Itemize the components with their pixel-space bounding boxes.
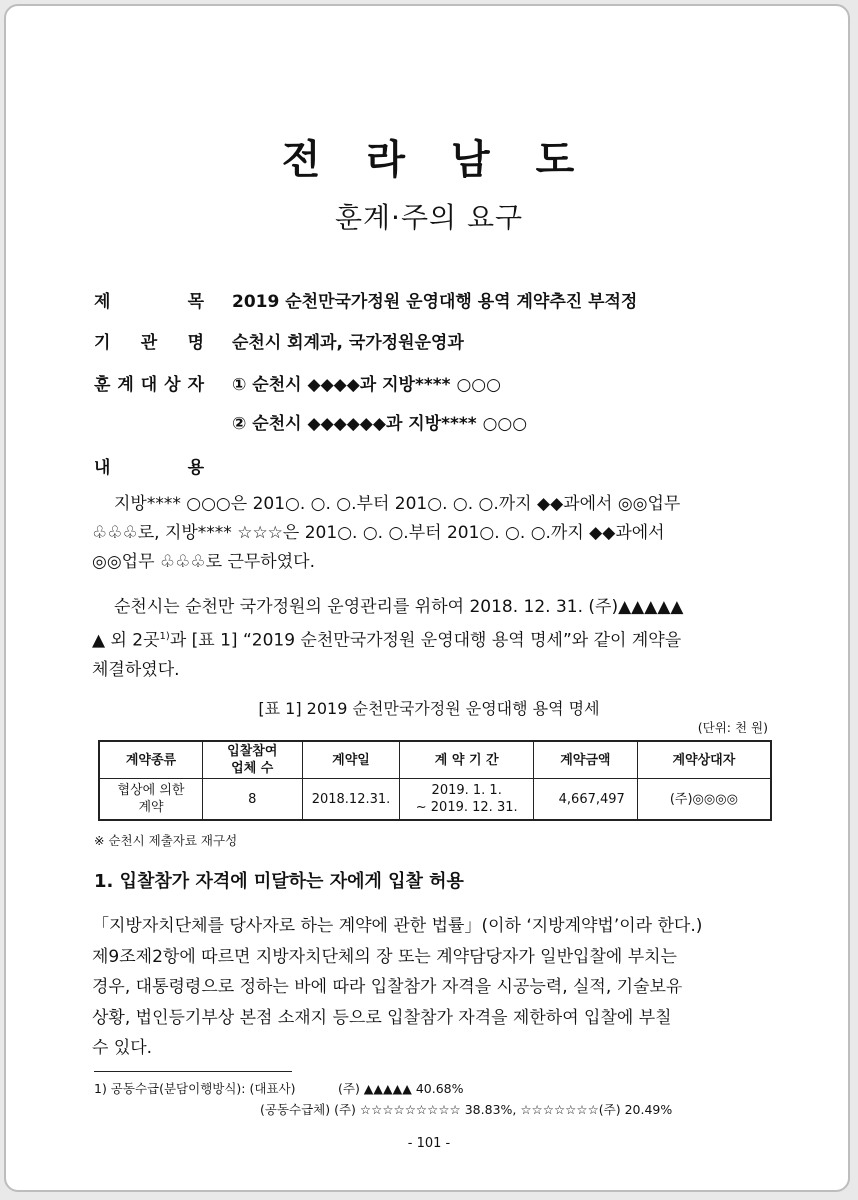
label-char: 명 xyxy=(187,333,204,353)
text-line xyxy=(92,622,774,656)
table-cell: (주)◎◎◎◎ xyxy=(637,779,771,821)
title-char: 전 xyxy=(281,137,323,183)
subject-label xyxy=(94,287,204,312)
text-span: ▲ 외 2곳 xyxy=(92,630,160,651)
cell-line: ~ 2019. 12. 31. xyxy=(415,800,518,815)
text-line: ◎◎업무 ♧♧♧로 근무하였다. xyxy=(92,552,315,572)
table-header: 계 약 기 간 xyxy=(400,741,533,779)
table-header: 계약상대자 xyxy=(637,741,771,779)
subject-value: 2019 순천만국가정원 운영대행 용역 계약추진 부적정 xyxy=(232,292,638,312)
document-title xyxy=(6,128,852,185)
target-2: ② 순천시 ◆◆◆◆◆◆과 지방**** ○○○ xyxy=(232,414,528,434)
table-cell xyxy=(400,779,533,821)
text-line: 수 있다. xyxy=(92,1038,153,1058)
content-label xyxy=(94,453,204,478)
label-char: 용 xyxy=(187,458,204,478)
footnote-line-2: (공동수급체) (주) ☆☆☆☆☆☆☆☆☆ 38.83%, ☆☆☆☆☆☆☆(주) 20.49% xyxy=(260,1102,673,1117)
document-subtitle: 훈계·주의 요구 xyxy=(334,201,524,234)
footnote-divider xyxy=(94,1071,292,1072)
table-cell: 8 xyxy=(203,779,303,821)
label-char: 관 xyxy=(140,333,158,353)
label-char: 자 xyxy=(187,375,204,395)
table-source-note: ※ 순천시 제출자료 재구성 xyxy=(94,833,238,848)
title-char: 도 xyxy=(535,137,577,183)
footnote-ref: 1) xyxy=(159,631,170,642)
agency-label xyxy=(94,328,204,353)
text-line: 순천시는 순천만 국가정원의 운영관리를 위하여 2018. 12. 31. (주)▲▲▲▲▲ xyxy=(114,597,684,617)
table-header: 계약금액 xyxy=(533,741,637,779)
page-number: - 101 - xyxy=(407,1136,451,1151)
contract-table xyxy=(98,740,772,821)
label-char: 제 xyxy=(94,292,111,312)
agency-value: 순천시 회계과, 국가정원운영과 xyxy=(232,333,464,353)
title-char: 라 xyxy=(366,137,407,183)
paragraph-2 xyxy=(92,593,774,685)
table-caption: [표 1] 2019 순천만국가정원 운영대행 용역 명세 xyxy=(258,699,600,718)
label-char: 목 xyxy=(187,292,204,312)
label-char: 대 xyxy=(140,375,158,395)
title-char: 남 xyxy=(451,137,492,183)
text-span: 과 [표 1] “2019 순천만국가정원 운영대행 용역 명세”와 같이 계약을 xyxy=(169,630,682,651)
table-header: 계약종류 xyxy=(99,741,203,779)
cell-line: 2019. 1. 1. xyxy=(431,783,502,798)
text-line: 경우, 대통령령으로 정하는 바에 따라 입찰참가 자격을 시공능력, 실적, 기술보유 xyxy=(92,977,683,997)
section-paragraph xyxy=(92,911,774,1064)
label-char: 훈 xyxy=(94,375,111,395)
label-char: 계 xyxy=(117,375,134,395)
cell-line: 계약 xyxy=(138,800,164,815)
text-line: 지방**** ○○○은 201○. ○. ○.부터 201○. ○. ○.까지 ◆◆과에서 ◎◎업무 xyxy=(114,494,681,514)
footnote-line-1b: (주) ▲▲▲▲▲ 40.68% xyxy=(338,1081,464,1096)
table-header: 계약일 xyxy=(302,741,400,779)
label-char: 내 xyxy=(94,458,111,478)
target-label xyxy=(94,370,204,395)
table-cell xyxy=(99,779,203,821)
text-line: 「지방자치단체를 당사자로 하는 계약에 관한 법률」(이하 ‘지방계약법’이라 한다.) xyxy=(92,916,703,936)
table-unit: (단위: 천 원) xyxy=(697,720,768,735)
text-line: 상황, 법인등기부상 본점 소재지 등으로 입찰참가 자격을 제한하여 입찰에 부칠 xyxy=(92,1007,672,1028)
header-line: 입찰참여 xyxy=(227,744,278,759)
footnote-line-1a: 1) 공동수급(분담이행방식): (대표사) xyxy=(94,1081,296,1096)
target-1: ① 순천시 ◆◆◆◆과 지방**** ○○○ xyxy=(232,375,501,395)
label-char: 상 xyxy=(164,375,181,395)
text-line: 체결하였다. xyxy=(92,659,180,680)
table-header xyxy=(203,741,303,779)
table-cell: 4,667,497 xyxy=(533,779,637,821)
cell-line: 협상에 의한 xyxy=(117,783,185,798)
text-line: 제9조제2항에 따르면 지방자치단체의 장 또는 계약담당자가 일반입찰에 부치는 xyxy=(92,946,677,967)
table-header-row xyxy=(99,741,771,779)
text-line: ♧♧♧로, 지방**** ☆☆☆은 201○. ○. ○.부터 201○. ○. ○.까지 ◆◆과에서 xyxy=(92,523,665,543)
document-page xyxy=(4,4,850,1192)
section-heading: 1. 입찰참가 자격에 미달하는 자에게 입찰 허용 xyxy=(94,871,464,892)
header-line: 업체 수 xyxy=(231,761,274,776)
paragraph-1 xyxy=(92,490,774,577)
table-cell: 2018.12.31. xyxy=(302,779,400,821)
label-char: 기 xyxy=(94,333,111,353)
table-row xyxy=(99,779,771,821)
